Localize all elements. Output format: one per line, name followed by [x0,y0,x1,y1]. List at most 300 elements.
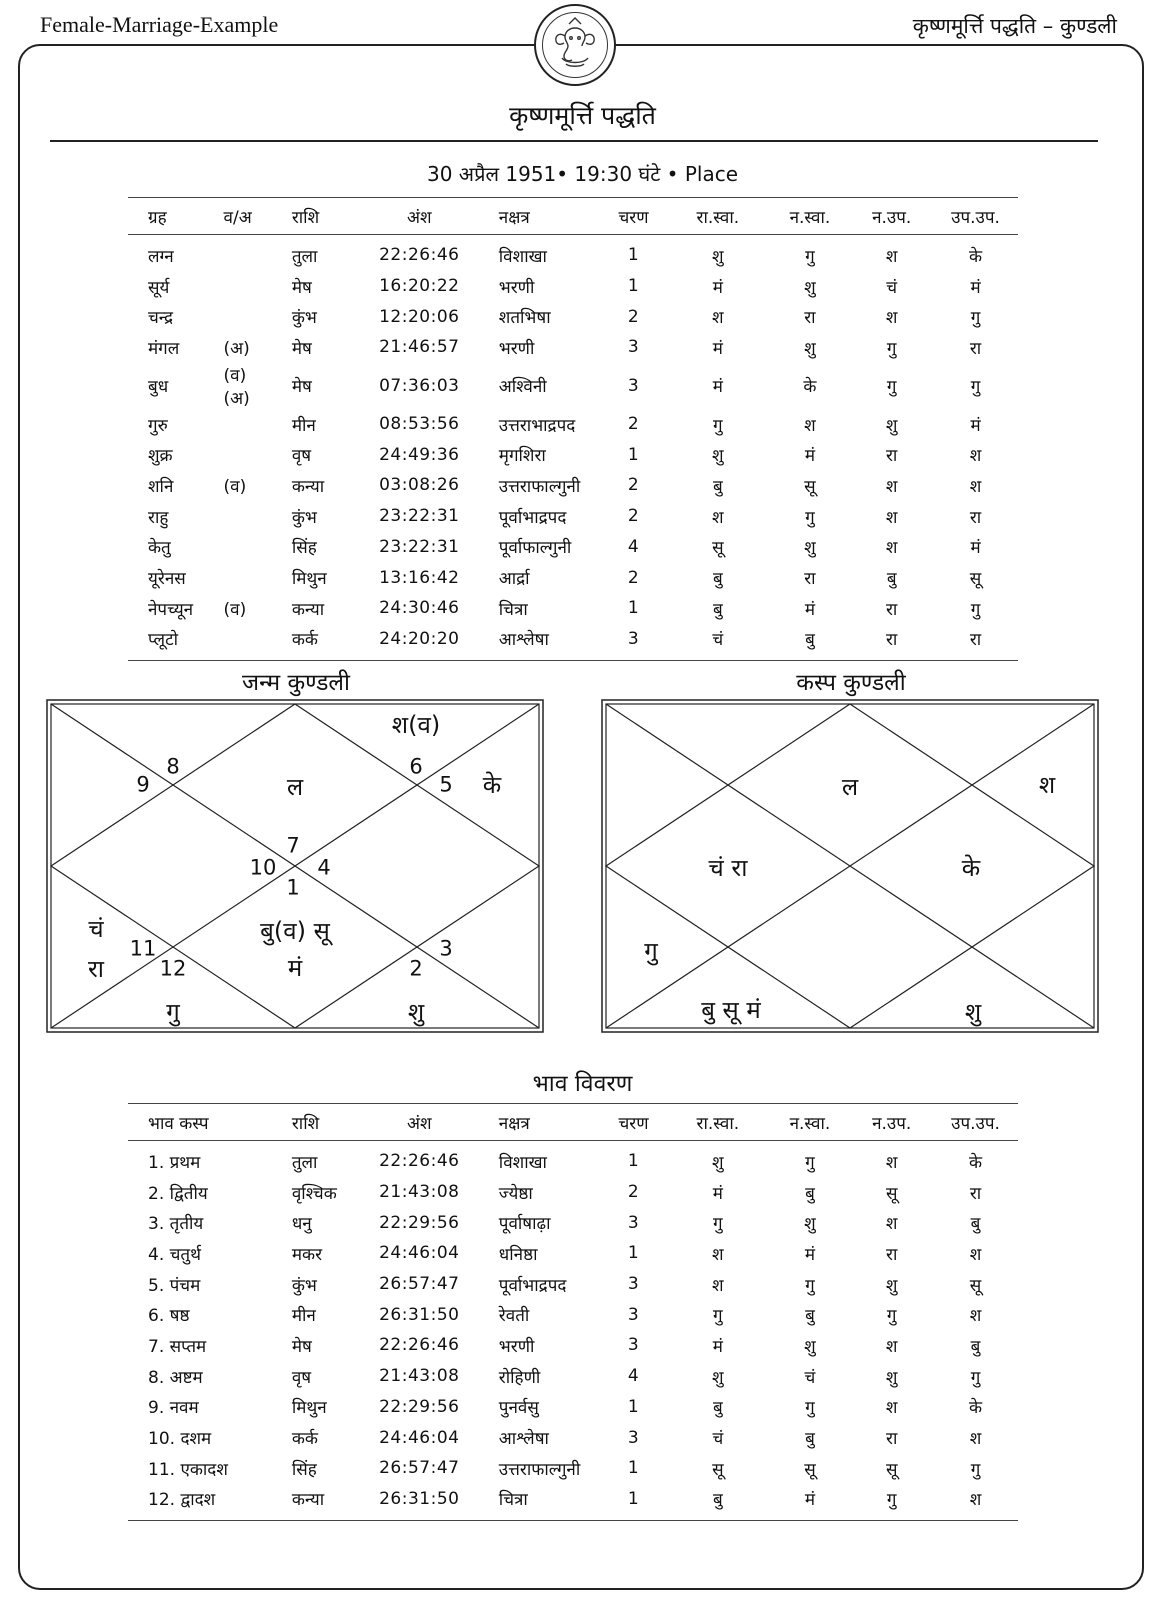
table-cell [204,532,272,563]
table-cell: श [885,246,898,267]
table-cell: वृश्चिक [291,1183,337,1204]
table-cell: 1 [627,1243,640,1264]
table-cell: वृष [291,446,312,467]
house-number: 4 [317,855,331,880]
bhava-table-header [128,1104,1018,1141]
document-name: Female-Marriage-Example [40,12,279,37]
table-cell: 22:26:46 [379,1335,460,1356]
janma-kundali-lines [46,699,544,1033]
table-cell [204,624,272,661]
table-row [128,1207,1018,1238]
table-cell: (व) [223,476,247,497]
table-cell: सू [712,538,724,559]
table-cell: गु [713,415,723,436]
janma-kundali-chart [46,699,544,1033]
table-row [128,409,1018,440]
table-cell: उत्तराभाद्रपद [498,415,576,436]
table-cell: राहु [148,507,169,528]
table-cell: शु [804,1336,816,1357]
table-cell: रा [969,507,982,528]
table-cell: ज्येष्ठा [498,1183,533,1204]
house-number: 9 [136,772,150,797]
table-cell: विशाखा [498,1152,547,1173]
table-cell: गु [805,1398,815,1419]
table-cell: 26:57:47 [379,1458,460,1479]
table-cell: बु [666,1484,769,1521]
table-cell: 03:08:26 [379,475,460,496]
table-cell: गु [886,338,897,359]
table-cell: कन्या [291,476,325,497]
table-cell: गु [805,246,815,267]
table-cell: रा [850,624,933,661]
planet-label: चं रा [708,854,748,882]
table-cell: रा [886,1244,898,1265]
cusp-kundali-title: कस्प कुण्डली [796,670,906,696]
table-cell: पूर्वाषाढ़ा [498,1214,551,1235]
table-cell: श [885,1214,898,1235]
cusp-kundali-chart [601,699,1099,1033]
column-header: रा.स्वा. [666,198,769,235]
table-cell: गु [850,1484,933,1521]
table-cell: मं [712,277,723,298]
main-title: कृष्णमूर्त्ति पद्धति [509,101,656,130]
house-number: 5 [439,772,453,797]
table-cell: 08:53:56 [379,414,460,435]
table-cell: 3. तृतीय [148,1214,204,1235]
column-header: नक्षत्र [479,198,601,235]
table-cell: मंगल [148,338,180,359]
table-cell: कुंभ [291,1275,317,1296]
table-cell: मेष [291,277,312,298]
table-cell: मं [770,1484,851,1521]
table-cell: शु [885,415,898,436]
table-cell: कन्या [272,1484,360,1521]
table-cell: श [804,415,816,436]
table-row [128,1484,1018,1521]
table-cell: उत्तराफाल्गुनी [498,476,581,497]
column-header: अंश [360,198,479,235]
ganesha-glyph-icon [536,6,614,84]
column-header: चरण [601,198,666,235]
bhava-table-body [128,1141,1018,1521]
planet-label: शु [407,998,425,1026]
house-number: 3 [439,936,453,961]
table-cell: गु [970,599,981,620]
table-cell: मृगशिरा [498,446,546,467]
table-cell: 21:46:57 [379,337,460,358]
table-cell: वृष [291,1367,312,1388]
table-cell: मेष [291,1336,312,1357]
column-header: राशि [272,198,360,235]
table-cell: गु [805,1152,815,1173]
table-cell: उत्तराफाल्गुनी [498,1459,581,1480]
column-header: रा.स्वा. [666,1104,769,1141]
table-cell: पूर्वाभाद्रपद [498,507,567,528]
cusp-kundali-lines [601,699,1099,1033]
table-cell: 1 [627,1396,640,1417]
house-number: 2 [409,956,423,981]
table-cell: 4. चतुर्थ [148,1244,201,1265]
table-row [128,501,1018,532]
table-cell: बु [970,1214,981,1235]
table-cell: श [712,308,724,329]
table-cell: 26:57:47 [379,1274,460,1295]
table-cell: 1 [627,444,640,465]
planet-label: मं [287,954,303,982]
table-cell: गु [970,377,981,398]
table-cell: (अ) [223,338,250,359]
house-number: 6 [409,754,423,779]
table-cell: शु [804,338,816,359]
table-cell: अश्विनी [498,377,547,398]
table-cell: 1. प्रथम [148,1152,201,1173]
ganesha-logo-icon [534,4,616,86]
table-cell: 2 [627,475,640,496]
table-cell: 24:46:04 [379,1427,460,1448]
column-header: राशि [272,1104,360,1141]
table-cell: (व)(अ) [223,365,250,409]
column-header: उप.उप. [933,1104,1018,1141]
table-cell: गु [713,1214,723,1235]
table-cell: श [712,1244,724,1265]
table-cell: गु [970,308,981,329]
table-cell: शु [712,446,724,467]
table-cell: गु [805,507,815,528]
table-cell: सू [712,1459,724,1480]
table-cell: मं [970,538,981,559]
planet-label: बु(व) सू [260,917,330,945]
table-cell: श [885,507,898,528]
table-cell: गु [805,1275,815,1296]
table-row [128,332,1018,363]
table-cell: 6. षष्ठ [148,1306,190,1327]
table-cell: 1 [627,1458,640,1479]
column-header: अंश [360,1104,479,1141]
table-row [128,624,1018,661]
planet-label: चं [88,915,104,943]
table-cell: गु [886,377,897,398]
table-row [128,1269,1018,1300]
table-cell: रा [933,624,1018,661]
table-cell: सू [969,569,982,590]
table-cell: 4 [627,1366,640,1387]
table-cell: पूर्वाभाद्रपद [498,1275,567,1296]
table-cell: सू [885,1459,898,1480]
house-number: 11 [129,936,157,961]
table-cell: भरणी [498,277,535,298]
table-cell: चित्रा [479,1484,601,1521]
bhava-table [128,1103,1018,1521]
table-cell: श [969,446,982,467]
table-cell: शु [804,538,816,559]
column-header: न.स्वा. [770,1104,851,1141]
table-cell: मं [712,1183,723,1204]
table-cell: चं [804,1367,816,1388]
table-cell: मं [970,415,981,436]
table-cell: भरणी [498,338,535,359]
table-cell: श [885,308,898,329]
column-header: चरण [601,1104,666,1141]
table-cell: श [885,476,898,497]
title-divider [50,140,1098,142]
table-row [128,439,1018,470]
table-cell: मं [804,1244,816,1265]
table-cell: श [885,1336,898,1357]
table-cell: 2 [627,506,640,527]
bhava-section-title: भाव विवरण [532,1071,633,1097]
planet-label: गु [166,998,180,1026]
table-cell: रेवती [498,1306,530,1327]
table-cell: कुंभ [291,308,317,329]
table-cell: धनु [291,1214,312,1235]
table-cell: 7. सप्तम [148,1336,207,1357]
table-cell: 22:26:46 [379,245,460,266]
table-cell: श [885,538,898,559]
header-title: कृष्णमूर्त्ति पद्धति – कुण्डली [912,14,1117,38]
column-header: व/अ [204,198,272,235]
table-cell: शु [712,246,724,267]
table-cell: रोहिणी [498,1367,541,1388]
table-cell: तुला [291,246,318,267]
table-cell: गु [970,1367,981,1388]
table-cell: शु [804,277,816,298]
table-cell: मिथुन [291,569,327,590]
table-cell: 2. द्वितीय [148,1183,208,1204]
planet-table-header [128,198,1018,235]
table-cell: 2 [627,1182,640,1203]
table-row [128,562,1018,593]
table-cell: सिंह [291,538,317,559]
table-cell [204,301,272,332]
table-cell [204,562,272,593]
table-cell: मेष [291,338,312,359]
table-cell: लग्न [148,246,174,267]
table-cell: मिथुन [291,1398,327,1419]
table-cell: 21:43:08 [379,1366,460,1387]
table-row [128,301,1018,332]
table-cell: रा [885,446,898,467]
column-header: उप.उप. [933,198,1018,235]
table-cell: रा [885,599,898,620]
table-cell: 3 [627,1274,640,1295]
table-cell: 8. अष्टम [148,1367,203,1388]
table-cell: श [712,1275,724,1296]
table-cell: 3 [627,375,640,396]
table-cell: बु [886,569,897,590]
table-cell: शु [885,1275,898,1296]
table-cell: शु [712,1367,724,1388]
table-cell: 3 [627,1304,640,1325]
table-cell: 12:20:06 [379,306,460,327]
table-cell [204,439,272,470]
table-cell: 07:36:03 [379,375,460,396]
table-cell: बु [712,1398,723,1419]
column-header: न.स्वा. [770,198,851,235]
table-row [128,593,1018,624]
table-cell: (व) [223,599,247,620]
house-number: 1 [286,875,300,900]
table-row [128,1453,1018,1484]
table-cell: तुला [291,1152,318,1173]
table-cell: 3 [627,337,640,358]
table-cell: प्लूटो [128,624,204,661]
table-cell: मं [804,446,815,467]
table-cell: सूर्य [148,277,170,298]
table-cell: 1 [627,245,640,266]
table-cell: केतु [148,538,171,559]
table-cell: गुरु [148,415,168,436]
column-header: न.उप. [850,1104,933,1141]
table-row [128,1361,1018,1392]
table-cell: रा [804,308,816,329]
table-cell: 13:16:42 [379,567,460,588]
table-cell: शु [804,1214,816,1235]
table-row [128,1141,1018,1177]
table-row [128,1299,1018,1330]
table-cell: मं [712,338,723,359]
table-row [128,470,1018,501]
table-cell: गु [970,1459,981,1480]
table-cell: कर्क [291,1429,318,1450]
table-cell: 1 [627,276,640,297]
janma-kundali-title: जन्म कुण्डली [242,670,350,696]
table-cell: 1 [627,1151,640,1172]
table-cell: रा [886,1429,898,1450]
table-cell: बु [712,476,723,497]
table-cell: शु [712,1152,724,1173]
table-cell: गु [886,1306,897,1327]
table-cell: 21:43:08 [379,1182,460,1203]
planet-table [128,197,1018,661]
table-row [128,1177,1018,1208]
column-header: न.उप. [850,198,933,235]
table-cell: गु [713,1306,723,1327]
table-cell: चं [712,1429,724,1450]
table-cell: के [803,377,817,398]
table-cell: आश्लेषा [498,1429,549,1450]
table-cell: कर्क [272,624,360,661]
planet-label: के [482,771,502,799]
table-cell: बु [770,624,851,661]
table-row [128,532,1018,563]
table-cell: पूर्वाफाल्गुनी [498,538,572,559]
table-cell: 3 [627,1335,640,1356]
table-row [128,1238,1018,1269]
table-cell: मं [712,377,723,398]
table-cell: 24:49:36 [379,444,460,465]
planet-table-body [128,235,1018,661]
table-cell: श [885,1152,898,1173]
table-cell: रा [969,338,982,359]
table-cell [204,235,272,271]
table-row [128,235,1018,271]
table-cell: रा [804,569,816,590]
table-cell: धनिष्ठा [498,1244,538,1265]
table-cell: श [969,1306,982,1327]
table-cell: सू [969,1275,982,1296]
table-row [128,363,1018,409]
table-cell: 12. द्वादश [128,1484,272,1521]
table-cell: के [969,1398,983,1419]
planet-label: ल [841,773,859,801]
table-cell: श [969,476,982,497]
table-cell: 22:26:46 [379,1151,460,1172]
table-cell: 1 [627,598,640,619]
table-cell: बु [805,1183,815,1204]
table-cell: शतभिषा [498,308,551,329]
planet-label: ल [286,773,304,801]
table-row [128,1330,1018,1361]
table-cell: 3 [601,624,666,661]
table-cell: चन्द्र [148,308,174,329]
table-cell: आश्लेषा [479,624,601,661]
table-cell: आर्द्रा [498,569,530,590]
planet-label: श(व) [391,711,441,739]
table-cell: 22:29:56 [379,1212,460,1233]
table-cell: 24:46:04 [379,1243,460,1264]
house-number: 10 [249,855,277,880]
table-cell: बु [970,1336,981,1357]
table-cell: चं [886,277,898,298]
house-number: 8 [166,754,180,779]
table-cell: 1 [601,1484,666,1521]
table-cell: मीन [291,415,316,436]
table-cell: कुंभ [291,507,317,528]
table-cell: श [969,1244,982,1265]
table-cell: 11. एकादश [148,1459,228,1480]
table-cell: 2 [627,414,640,435]
table-cell: नेपच्यून [148,599,194,620]
table-cell: बुध [148,377,169,398]
table-cell: मेष [291,377,312,398]
table-cell: मं [712,1336,723,1357]
table-cell: श [712,507,724,528]
table-cell: बु [712,569,723,590]
table-cell: विशाखा [498,246,547,267]
table-cell: मं [970,277,981,298]
table-cell: सू [885,1183,898,1204]
planet-label: गु [644,937,658,965]
table-cell: मकर [291,1244,323,1265]
table-cell: बु [805,1306,815,1327]
table-cell: श [933,1484,1018,1521]
table-cell: बु [805,1429,815,1450]
planet-label: रा [87,955,105,983]
table-cell [204,271,272,302]
table-row [128,1392,1018,1423]
table-cell: श [969,1429,982,1450]
column-header: नक्षत्र [479,1104,601,1141]
table-cell: 26:31:50 [379,1304,460,1325]
planet-label: श [1038,771,1056,799]
table-cell: 23:22:31 [379,536,460,557]
table-cell: के [969,246,983,267]
house-number: 12 [159,956,187,981]
table-cell: के [969,1152,983,1173]
table-cell: शनि [148,476,174,497]
table-cell: श [885,1398,898,1419]
table-cell: 3 [627,1427,640,1448]
table-cell: 26:31:50 [360,1484,479,1521]
table-cell: शु [885,1367,898,1388]
table-cell: बु [712,599,723,620]
table-cell: कन्या [291,599,325,620]
table-cell: 24:20:20 [360,624,479,661]
table-cell: 5. पंचम [148,1275,201,1296]
planet-label: बु सू मं [701,996,761,1024]
table-cell: 24:30:46 [379,598,460,619]
table-cell: शुक्र [148,446,173,467]
